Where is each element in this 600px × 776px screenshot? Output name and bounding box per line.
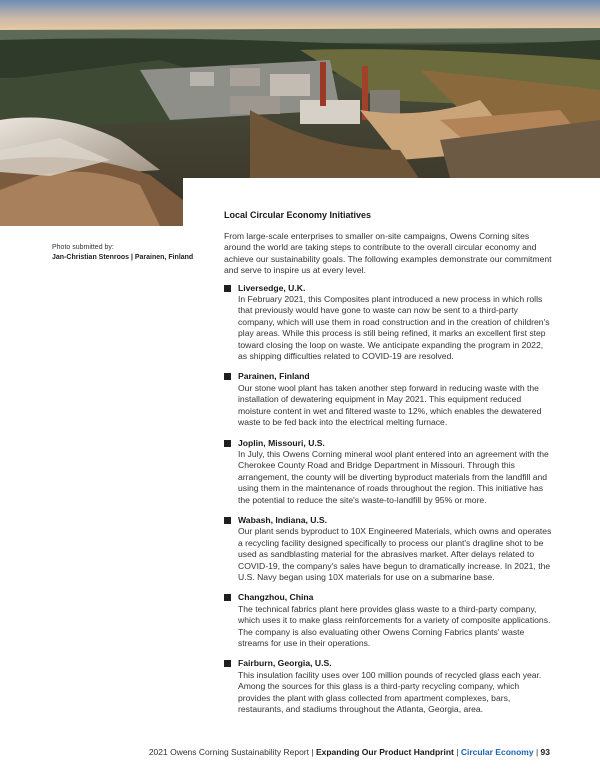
square-bullet-icon: [224, 440, 231, 447]
footer-separator: |: [535, 747, 539, 757]
initiative-body: In July, this Owens Corning mineral wool plant entered into an agreement with the Cherokee County Road and Bridge Department in Missouri. Through this arrangement, the county will be diverting byproduct materials from the landfill and using them in the maintenance of roads throughout the region. This initiative has the potential to reduce the site's waste-to-landfill by 95% or more.: [238, 448, 549, 505]
initiative-title: Liversedge, U.K.: [238, 282, 306, 293]
initiative-title: Parainen, Finland: [238, 371, 310, 382]
initiative-body: The technical fabrics plant here provides glass waste to a third-party company, which uses it to make glass reinforcements for a variety of composite applications. The company is also evaluating other Owens Corning Fabrics plants' waste streams for use in their operations.: [238, 603, 551, 648]
footer-chapter-link[interactable]: Expanding Our Product Handprint: [315, 747, 454, 757]
initiative-title: Changzhou, China: [238, 592, 314, 603]
photo-credit: [52, 243, 193, 263]
section-intro: From large-scale enterprises to smaller on-site campaigns, Owens Corning sites around the world are taking steps to contribute to the overall circular economy and achieve our sustainability goals. The following examples demonstrate our commitment and serve to inspire us at every level.: [224, 231, 552, 276]
initiative-body: Our plant sends byproduct to 10X Engineered Materials, which owns and operates a recycling facility designed specifically to process our plant's dragline shot to be used as sandblasting material for the abrasives market. After delays related to COVID-19, the company's sales have begun to dramatically increase. In 2021, the U.S. Navy began using 10X materials for use on a submarine base.: [238, 526, 552, 582]
section-title: Local Circular Economy Initiatives: [224, 210, 372, 220]
footer-separator: |: [311, 747, 314, 757]
initiative-item: [224, 658, 554, 715]
footer-topic-link[interactable]: Circular Economy: [460, 747, 534, 757]
initiative-body: Our stone wool plant has taken another step forward in reducing waste with the installation of dewatering equipment in May 2021. This equipment reduced moisture content in wet and filtered waste to 12%, which enables the dewatered waste to be fed back into the electrical melting furnace.: [238, 382, 542, 428]
page-number: 93: [540, 747, 550, 757]
square-bullet-icon: [224, 517, 231, 524]
square-bullet-icon: [224, 660, 231, 667]
initiative-item: [224, 515, 554, 583]
initiative-item: [224, 592, 554, 649]
initiative-item: [224, 371, 554, 428]
initiative-body: In February 2021, this Composites plant introduced a new process in which rolls that previously would have gone to waste can now be sent to a third-party company, which will use them in road construction and in the creation of children's play areas. While this process is still being refined, it marks an excellent first step toward closing the loop on waste. We anticipate expanding the program in 2022, as shipping difficulties related to COVID-19 are resolved.: [238, 294, 550, 362]
article-body: [224, 210, 554, 724]
initiative-item: [224, 438, 554, 506]
page-footer: [0, 747, 600, 757]
square-bullet-icon: [224, 373, 231, 380]
footer-separator: |: [456, 747, 459, 757]
photo-credit-label: Photo submitted by:: [52, 244, 114, 251]
photo-credit-name: Jan-Christian Stenroos | Parainen, Finland: [52, 254, 194, 261]
initiative-title: Joplin, Missouri, U.S.: [238, 437, 325, 448]
square-bullet-icon: [224, 285, 231, 292]
initiative-body: This insulation facility uses over 100 million pounds of recycled glass each year. Among the sources for this glass is a third-party recycling company, which provides the plant with glass collected from apartment complexes, bars, restaurants, and stadiums throughout the Atlanta, Georgia, area.: [238, 669, 542, 715]
initiative-title: Fairburn, Georgia, U.S.: [238, 658, 332, 669]
square-bullet-icon: [224, 594, 231, 601]
initiative-item: [224, 283, 554, 363]
initiative-title: Wabash, Indiana, U.S.: [238, 514, 327, 525]
footer-report-title: 2021 Owens Corning Sustainability Report: [148, 747, 309, 757]
